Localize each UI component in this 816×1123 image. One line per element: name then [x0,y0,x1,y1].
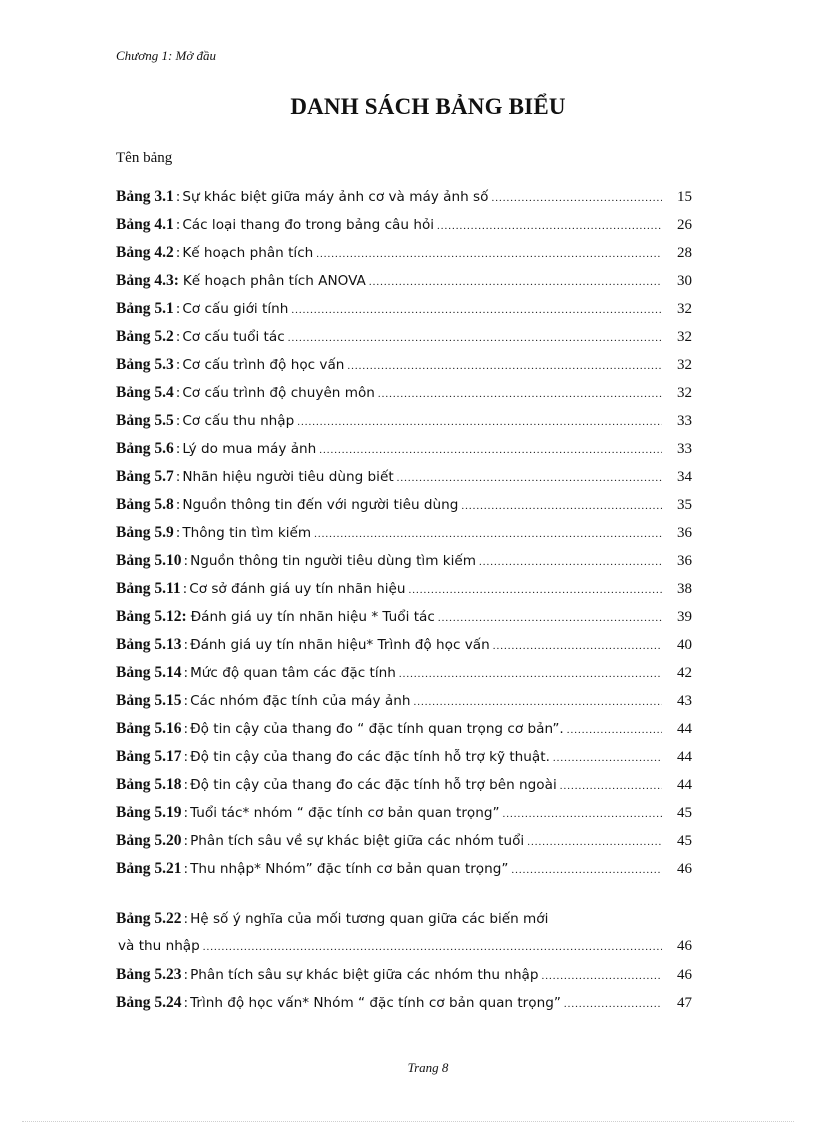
entry-page-number: 44 [677,721,692,737]
entry-title: Kế hoạch phân tích ANOVA [182,273,366,289]
dot-leader [397,472,662,484]
entry-title: Sự khác biệt giữa máy ảnh cơ và máy ảnh số [182,189,489,205]
entry-title: Mức độ quan tâm các đặc tính [190,665,396,681]
entry-label: Bảng 5.11 [116,580,181,597]
toc-entry[interactable] [116,384,692,412]
dot-leader [553,752,662,764]
toc-entry[interactable] [116,328,692,356]
entry-page-number: 42 [677,665,692,681]
entry-title: Phân tích sâu sự khác biệt giữa các nhóm thu nhập [190,967,539,983]
entry-page-number: 45 [677,805,692,821]
table-list [116,188,692,1022]
dot-leader [527,836,662,848]
entry-title: Nguồn thông tin người tiêu dùng tìm kiếm [190,553,477,569]
entry-page-number: 34 [677,469,692,485]
entry-separator: : [175,245,181,261]
entry-separator: : [183,995,189,1011]
toc-entry-continuation[interactable] [116,938,692,966]
entry-page-number: 44 [677,777,692,793]
entry-label: Bảng 5.8 [116,496,174,513]
toc-entry[interactable] [116,552,692,580]
toc-entry[interactable] [116,412,692,440]
entry-page-number: 32 [677,385,692,401]
dot-leader [567,724,662,736]
entry-title: Cơ cấu trình độ học vấn [182,357,345,373]
entry-separator: : [175,385,181,401]
dot-leader [437,220,662,232]
entry-title: Độ tin cậy của thang đo “ đặc tính quan trọng cơ bản”. [190,721,564,737]
toc-entry[interactable] [116,910,692,938]
entry-title: Nhãn hiệu người tiêu dùng biết [182,469,394,485]
toc-entry[interactable] [116,860,692,888]
entry-label: Bảng 5.9 [116,524,174,541]
entry-label: Bảng 5.20 [116,832,182,849]
entry-separator: : [175,525,181,541]
dot-leader [503,808,662,820]
entry-page-number: 40 [677,637,692,653]
dot-leader [316,248,662,260]
entry-label: Bảng 5.19 [116,804,182,821]
dot-leader [297,416,662,428]
dot-leader [319,444,662,456]
dot-leader [413,696,662,708]
toc-entry[interactable] [116,356,692,384]
entry-separator: : [175,329,181,345]
entry-label: Bảng 5.14 [116,664,182,681]
entry-page-number: 44 [677,749,692,765]
entry-label: Bảng 5.6 [116,440,174,457]
entry-page-number: 47 [677,995,692,1011]
entry-title: Cơ cấu trình độ chuyên môn [182,385,375,401]
entry-title: Thu nhập* Nhóm” đặc tính cơ bản quan trọng” [190,861,509,877]
entry-label: Bảng 5.12: [116,608,187,625]
dot-leader [378,388,662,400]
dot-leader [347,360,662,372]
entry-label: Bảng 5.16 [116,720,182,737]
toc-entry[interactable] [116,272,692,300]
page-bottom-divider [22,1121,794,1122]
dot-leader [288,332,662,344]
toc-entry[interactable] [116,216,692,244]
dot-leader [203,941,662,953]
dot-leader [438,612,662,624]
entry-page-number: 32 [677,329,692,345]
toc-entry[interactable] [116,966,692,994]
entry-label: Bảng 5.10 [116,552,182,569]
toc-entry[interactable] [116,496,692,524]
entry-page-number: 26 [677,217,692,233]
dot-leader [409,584,662,596]
entry-separator: : [183,721,189,737]
entry-label: Bảng 5.5 [116,412,174,429]
toc-entry[interactable] [116,580,692,608]
toc-entry[interactable] [116,188,692,216]
dot-leader [564,998,662,1010]
entry-label: Bảng 4.2 [116,244,174,261]
entry-label: Bảng 5.13 [116,636,182,653]
dot-leader [479,556,662,568]
entry-label: Bảng 5.2 [116,328,174,345]
entry-title: Thông tin tìm kiếm [182,525,312,541]
toc-entry[interactable] [116,608,692,636]
toc-entry[interactable] [116,664,692,692]
toc-entry[interactable] [116,440,692,468]
entry-separator: : [183,777,189,793]
entry-separator: : [183,861,189,877]
entry-label: Bảng 4.1 [116,216,174,233]
entry-page-number: 39 [677,609,692,625]
entry-page-number: 38 [677,581,692,597]
entry-label: Bảng 5.4 [116,384,174,401]
toc-entry[interactable] [116,832,692,860]
page-number-footer: Trang 8 [407,1060,449,1075]
page-title: DANH SÁCH BẢNG BIỂU [290,94,566,119]
entry-separator: : [175,413,181,429]
entry-separator: : [183,911,189,927]
chapter-header: Chương 1: Mở đầu [116,48,217,63]
entry-title: Cơ cấu giới tính [182,301,289,317]
entry-label: Bảng 5.15 [116,692,182,709]
toc-entry[interactable] [116,244,692,272]
entry-page-number: 36 [677,525,692,541]
entry-title: Trình độ học vấn* Nhóm “ đặc tính cơ bản quan trọng” [190,995,561,1011]
toc-entry[interactable] [116,776,692,804]
entry-label: Bảng 3.1 [116,188,174,205]
toc-entry[interactable] [116,994,692,1022]
entry-title: Đánh giá uy tín nhãn hiệu* Trình độ học vấn [190,637,490,653]
dot-leader [461,500,662,512]
entry-separator: : [175,189,181,205]
entry-separator: : [183,637,189,653]
entry-separator: : [183,833,189,849]
entry-page-number: 35 [677,497,692,513]
entry-page-number: 33 [677,441,692,457]
dot-leader [291,304,662,316]
entry-title: Cơ cấu tuổi tác [182,329,285,345]
entry-title: Đánh giá uy tín nhãn hiệu * Tuổi tác [190,609,435,625]
entry-label: Bảng 5.17 [116,748,182,765]
entry-title: Tuổi tác* nhóm “ đặc tính cơ bản quan trọng” [190,805,500,821]
dot-leader [314,528,662,540]
entry-page-number: 46 [677,938,692,954]
entry-label: Bảng 5.21 [116,860,182,877]
toc-entry[interactable] [116,636,692,664]
entry-page-number: 43 [677,693,692,709]
dot-leader [399,668,662,680]
entry-separator: : [175,497,181,513]
dot-leader [542,970,662,982]
entry-label: Bảng 5.18 [116,776,182,793]
entry-label: Bảng 5.3 [116,356,174,373]
entry-label: Bảng 5.23 [116,966,182,983]
entry-separator: : [183,805,189,821]
dot-leader [511,864,662,876]
toc-entry[interactable] [116,468,692,496]
entry-separator: : [175,301,181,317]
entry-label: Bảng 5.7 [116,468,174,485]
entry-separator: : [182,581,188,597]
toc-entry[interactable] [116,748,692,776]
entry-separator: : [183,553,189,569]
entry-title: Độ tin cậy của thang đo các đặc tính hỗ trợ bên ngoài [190,777,557,793]
entry-title: Cơ cấu thu nhập [182,413,295,429]
entry-label: Bảng 5.24 [116,994,182,1011]
entry-page-number: 30 [677,273,692,289]
toc-entry[interactable] [116,804,692,832]
dot-leader [560,780,662,792]
entry-label: Bảng 5.1 [116,300,174,317]
entry-title: Các loại thang đo trong bảng câu hỏi [182,217,435,233]
entry-label: Bảng 5.22 [116,910,182,927]
column-heading: Tên bảng [116,150,173,166]
entry-page-number: 33 [677,413,692,429]
entry-title: Độ tin cậy của thang đo các đặc tính hỗ trợ kỹ thuật. [190,749,550,765]
entry-separator: : [175,469,181,485]
entry-page-number: 32 [677,357,692,373]
entry-page-number: 46 [677,967,692,983]
entry-title: Kế hoạch phân tích [182,245,314,261]
toc-entry[interactable] [116,692,692,720]
entry-separator: : [183,749,189,765]
entry-separator: : [175,217,181,233]
toc-entry[interactable] [116,300,692,328]
entry-separator: : [175,357,181,373]
entry-title: Các nhóm đặc tính của máy ảnh [190,693,411,709]
entry-separator: : [183,693,189,709]
entry-separator: : [183,665,189,681]
entry-page-number: 15 [677,189,692,205]
entry-separator: : [175,441,181,457]
entry-title: Phân tích sâu về sự khác biệt giữa các nhóm tuổi [190,833,525,849]
entry-label: Bảng 4.3: [116,272,179,289]
toc-entry[interactable] [116,720,692,748]
entry-title: Nguồn thông tin đến với người tiêu dùng [182,497,459,513]
entry-page-number: 45 [677,833,692,849]
dot-leader [491,192,662,204]
entry-title-continuation: và thu nhập [118,938,200,954]
entry-page-number: 46 [677,861,692,877]
entry-separator: : [183,967,189,983]
dot-leader [493,640,662,652]
entry-title: Cơ sở đánh giá uy tín nhãn hiệu [189,581,406,597]
entry-page-number: 32 [677,301,692,317]
dot-leader [369,276,662,288]
entry-title: Hệ số ý nghĩa của mối tương quan giữa các biến mới [190,911,549,927]
entry-page-number: 36 [677,553,692,569]
entry-title: Lý do mua máy ảnh [182,441,317,457]
toc-entry[interactable] [116,524,692,552]
entry-page-number: 28 [677,245,692,261]
